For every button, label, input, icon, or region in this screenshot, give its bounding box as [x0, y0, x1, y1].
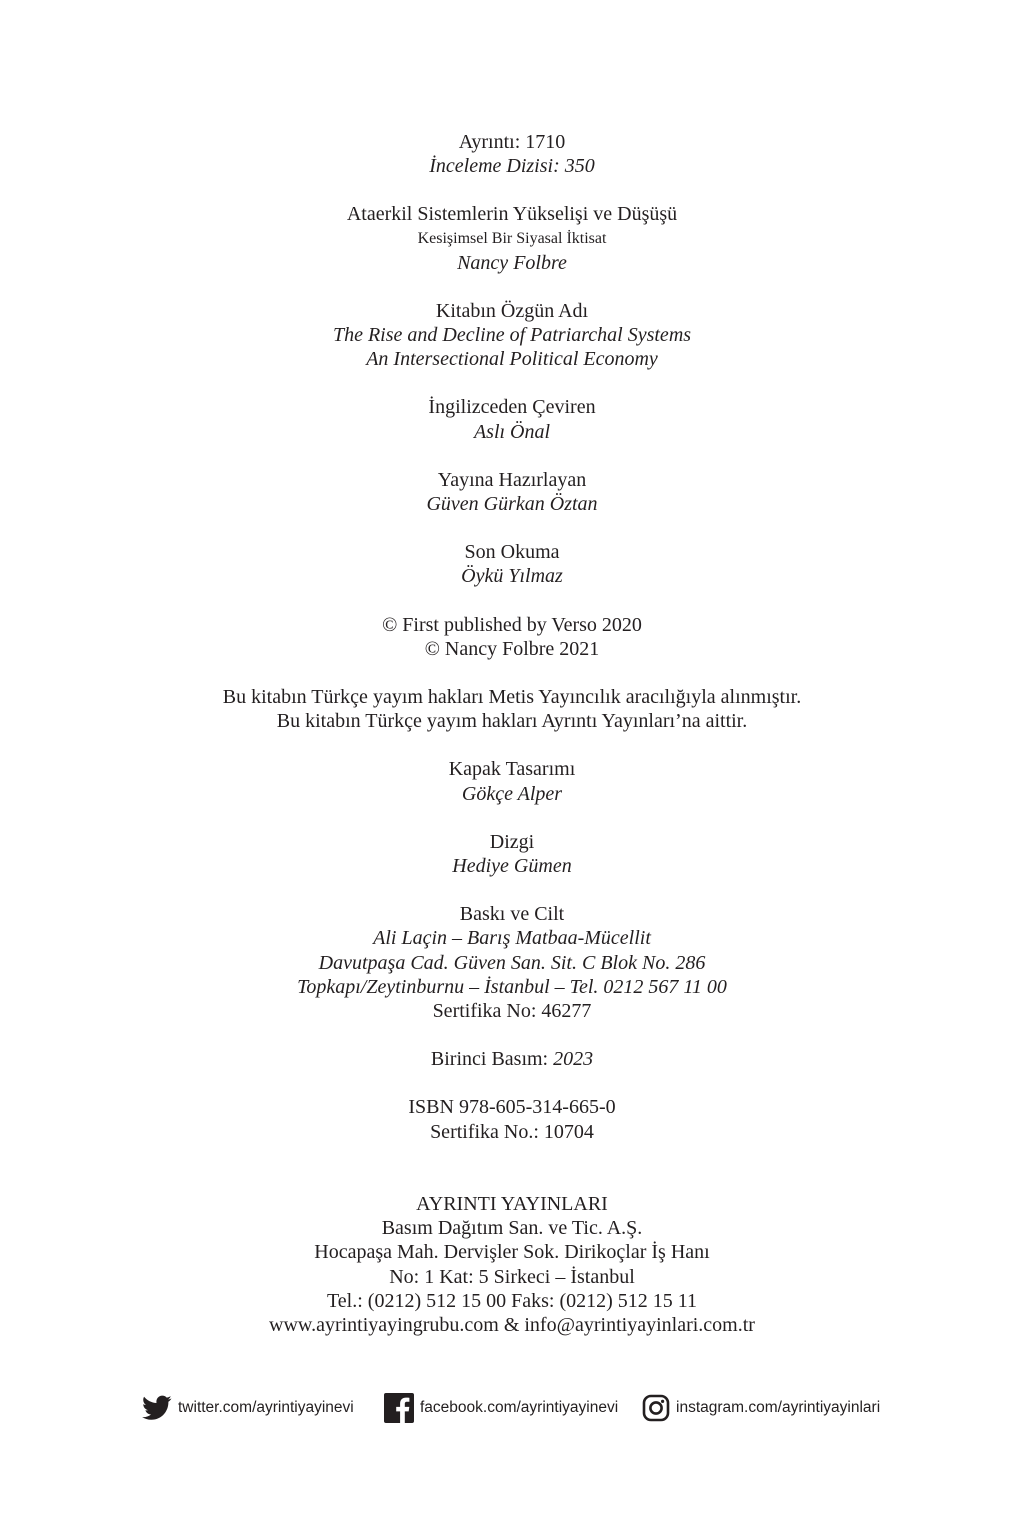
proofreading-name: Öykü Yılmaz	[461, 565, 563, 588]
publisher-web-link[interactable]: www.ayrintiyayingrubu.com & info@ayrintiyayinlari.com.tr	[269, 1313, 755, 1336]
isbn-block	[0, 1095, 1024, 1143]
social-links	[0, 1390, 1024, 1426]
publisher-address: Hocapaşa Mah. Dervişler Sok. Dirikoçlar İş Hanı	[314, 1241, 710, 1264]
copyright-line2: © Nancy Folbre 2021	[424, 637, 600, 660]
typesetter-name: Hediye Gümen	[452, 855, 572, 878]
editor-block	[0, 468, 1024, 516]
book-author: Nancy Folbre	[457, 251, 567, 274]
rights-line1: Bu kitabın Türkçe yayım hakları Metis Yayıncılık aracılığıyla alınmıştır.	[222, 686, 802, 709]
edition-label: Birinci Basım:	[430, 1048, 554, 1071]
edition-block	[0, 1047, 1024, 1071]
imprint-content	[0, 130, 1024, 1337]
twitter-icon	[142, 1395, 172, 1421]
book-block	[0, 202, 1024, 274]
twitter-handle: twitter.com/ayrintiyayinevi	[178, 1399, 354, 1416]
printing-label: Baskı ve Cilt	[459, 903, 565, 926]
editor-name: Güven Gürkan Öztan	[426, 493, 598, 516]
book-title: Ataerkil Sistemlerin Yükselişi ve Düşüşü	[346, 203, 678, 226]
rights-block	[0, 685, 1024, 733]
cover-design-label: Kapak Tasarımı	[448, 758, 576, 781]
facebook-icon	[384, 1393, 414, 1423]
instagram-handle: instagram.com/ayrintiyayinlari	[676, 1399, 881, 1416]
original-title-line2: An Intersectional Political Economy	[366, 348, 658, 371]
printer-address: Davutpaşa Cad. Güven San. Sit. C Blok No. 286	[318, 951, 706, 974]
isbn-number: ISBN 978-605-314-665-0	[408, 1096, 616, 1119]
printing-block	[0, 902, 1024, 1023]
twitter-link[interactable]	[142, 1390, 354, 1426]
typesetting-label: Dizgi	[489, 830, 535, 853]
edition-line	[0, 1047, 1024, 1071]
cover-design-block	[0, 757, 1024, 805]
publisher-phone: Tel.: (0212) 512 15 00 Faks: (0212) 512 15 11	[326, 1289, 698, 1312]
original-title-line1: The Rise and Decline of Patriarchal Systems	[332, 324, 692, 347]
translator-label: İngilizceden Çeviren	[428, 396, 596, 419]
publisher-address-2: No: 1 Kat: 5 Sirkeci – İstanbul	[389, 1265, 635, 1288]
series-number: Ayrıntı: 1710	[458, 131, 566, 153]
proofreading-block	[0, 540, 1024, 588]
instagram-link[interactable]	[642, 1390, 880, 1426]
printer-certificate: Sertifika No: 46277	[432, 1000, 592, 1023]
edition-year: 2023	[553, 1048, 594, 1071]
typesetting-block	[0, 830, 1024, 878]
copyright-line1: © First published by Verso 2020	[382, 613, 642, 636]
isbn-certificate: Sertifika No.: 10704	[430, 1120, 594, 1143]
book-subtitle: Kesişimsel Bir Siyasal İktisat	[417, 229, 607, 247]
translator-name: Aslı Önal	[473, 420, 551, 443]
cover-designer-name: Gökçe Alper	[461, 782, 563, 805]
publisher-company: Basım Dağıtım San. ve Tic. A.Ş.	[381, 1217, 643, 1240]
original-title-block	[0, 299, 1024, 372]
translator-block	[0, 395, 1024, 443]
original-title-label: Kitabın Özgün Adı	[435, 299, 589, 322]
facebook-link[interactable]	[384, 1390, 618, 1426]
series-block	[0, 130, 1024, 178]
rights-line2: Bu kitabın Türkçe yayım hakları Ayrıntı Yayınları’na aittir.	[276, 710, 748, 733]
publisher-block	[0, 1192, 1024, 1337]
sub-series: İnceleme Dizisi: 350	[429, 155, 595, 178]
printer-location-phone: Topkapı/Zeytinburnu – İstanbul – Tel. 0212 567 11 00	[297, 975, 727, 998]
printer-name: Ali Laçin – Barış Matbaa-Mücellit	[373, 927, 651, 950]
editor-label: Yayına Hazırlayan	[437, 468, 587, 491]
facebook-handle: facebook.com/ayrintiyayinevi	[420, 1399, 619, 1416]
publisher-name: AYRINTI YAYINLARI	[416, 1192, 608, 1215]
instagram-icon	[642, 1394, 670, 1422]
proofreading-label: Son Okuma	[464, 541, 560, 564]
copyright-block	[0, 613, 1024, 661]
